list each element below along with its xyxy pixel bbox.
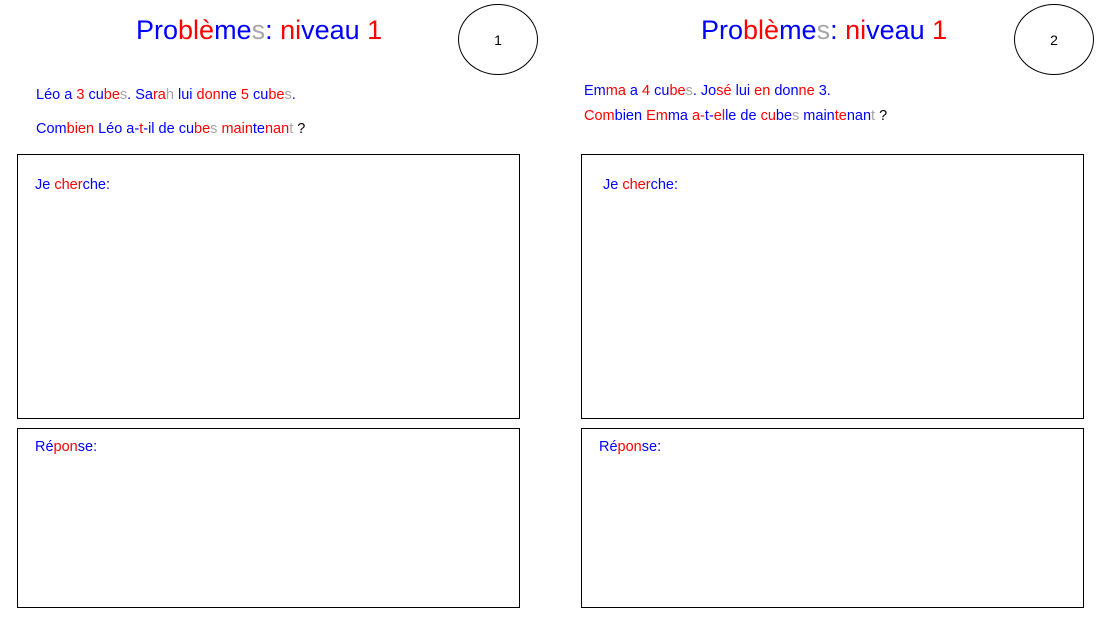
text-run: ne (220, 87, 237, 103)
text-run: Pro (701, 15, 744, 45)
text-run: 1 (367, 15, 383, 45)
text-run: . (692, 83, 701, 99)
text-run: cu (654, 83, 670, 99)
card-2-number: 2 (1050, 31, 1058, 48)
card-2-statement-line-1 (584, 82, 831, 100)
text-run: le (725, 108, 737, 124)
text-run: de (736, 108, 761, 124)
text-run: be (194, 121, 211, 137)
card-2-question-line (584, 107, 887, 125)
text-run: cu (253, 87, 269, 103)
text-run: cher (622, 177, 651, 193)
text-run: Sa (135, 87, 153, 103)
text-run: h (165, 87, 174, 103)
card-2-search-box[interactable] (581, 154, 1084, 419)
card-2-answer-box[interactable] (581, 428, 1084, 608)
text-run: t- (704, 108, 714, 124)
text-run: Jo (700, 83, 717, 99)
text-run: lui (731, 83, 755, 99)
text-run: : (265, 15, 281, 45)
text-run: me (214, 15, 252, 45)
card-1-number-circle (458, 4, 538, 75)
text-run: el (713, 108, 726, 124)
text-run: Em (584, 83, 606, 99)
text-run: . (291, 87, 296, 103)
text-run: ni (280, 15, 302, 45)
text-run: Com (36, 121, 67, 137)
text-run: Pro (136, 15, 179, 45)
text-run: Je (35, 177, 55, 193)
text-run: che: (650, 177, 678, 193)
card-2-title (701, 14, 947, 46)
text-run: a (625, 83, 643, 99)
text-run: Léo (98, 121, 123, 137)
text-run: pon (53, 439, 78, 455)
text-run: en (754, 83, 771, 99)
text-run: Léo (36, 87, 61, 103)
card-1-answer-box[interactable] (17, 428, 520, 608)
text-run: a (60, 87, 77, 103)
text-run: Ré (599, 439, 618, 455)
text-run: main (221, 121, 253, 137)
text-run: t (139, 121, 144, 137)
text-run: sé (716, 83, 732, 99)
card-1-title (136, 14, 382, 46)
text-run: blè (743, 15, 780, 45)
card-2-search-label (603, 177, 678, 193)
text-run: nan (264, 121, 290, 137)
text-run: s (119, 87, 128, 103)
text-run: Je (603, 177, 623, 193)
text-run: me (779, 15, 817, 45)
text-run: t (289, 121, 294, 137)
text-run: Em (646, 108, 668, 124)
text-run: cu (760, 108, 776, 124)
text-run: 3 (76, 87, 85, 103)
text-run: -il de (143, 121, 179, 137)
text-run: lui (173, 87, 197, 103)
text-run: 1 (932, 15, 948, 45)
text-run: se: (641, 439, 662, 455)
text-run: se: (77, 439, 98, 455)
text-run: Com (584, 108, 615, 124)
text-run: ma (605, 83, 626, 99)
card-1-question-line (36, 120, 305, 138)
text-run: don (774, 83, 799, 99)
card-1-statement-line-1 (36, 86, 296, 104)
text-run: be (268, 87, 285, 103)
text-run: be (775, 108, 793, 124)
text-run: t (871, 108, 876, 124)
text-run: Ré (35, 439, 54, 455)
text-run: ? (293, 121, 306, 137)
text-run: bien (614, 108, 643, 124)
text-run: s (816, 15, 831, 45)
text-run: ma (667, 108, 688, 124)
text-run: che: (82, 177, 110, 193)
text-run: s (210, 121, 218, 137)
card-1-search-label (35, 177, 110, 193)
text-run: cu (88, 87, 104, 103)
text-run: don (196, 87, 221, 103)
text-run: ni (845, 15, 867, 45)
text-run: : (830, 15, 846, 45)
text-run: a- (122, 121, 140, 137)
card-2-number-circle (1014, 4, 1094, 75)
text-run: s (251, 15, 266, 45)
text-run: te (252, 121, 265, 137)
card-1-search-box[interactable] (17, 154, 520, 419)
text-run: be (103, 87, 120, 103)
text-run: veau (301, 15, 368, 45)
card-1-number: 1 (494, 31, 502, 48)
text-run: nan (846, 108, 872, 124)
text-run: blè (178, 15, 215, 45)
text-run: main (799, 108, 835, 124)
text-run: ne (798, 83, 815, 99)
text-run: be (669, 83, 686, 99)
card-2-answer-label (599, 439, 661, 455)
text-run: a- (692, 108, 705, 124)
text-run: ? (875, 108, 888, 124)
text-run: pon (617, 439, 642, 455)
text-run: s (685, 83, 693, 99)
text-run: s (284, 87, 292, 103)
card-1-answer-label (35, 439, 97, 455)
text-run: bien (66, 121, 95, 137)
text-run: ra (152, 87, 166, 103)
text-run: 3. (814, 83, 831, 99)
text-run: 4 (642, 83, 651, 99)
text-run: . (127, 87, 136, 103)
text-run: s (792, 108, 800, 124)
text-run: te (834, 108, 847, 124)
text-run: veau (866, 15, 933, 45)
text-run: cher (54, 177, 83, 193)
text-run: cu (178, 121, 195, 137)
text-run: 5 (240, 87, 249, 103)
